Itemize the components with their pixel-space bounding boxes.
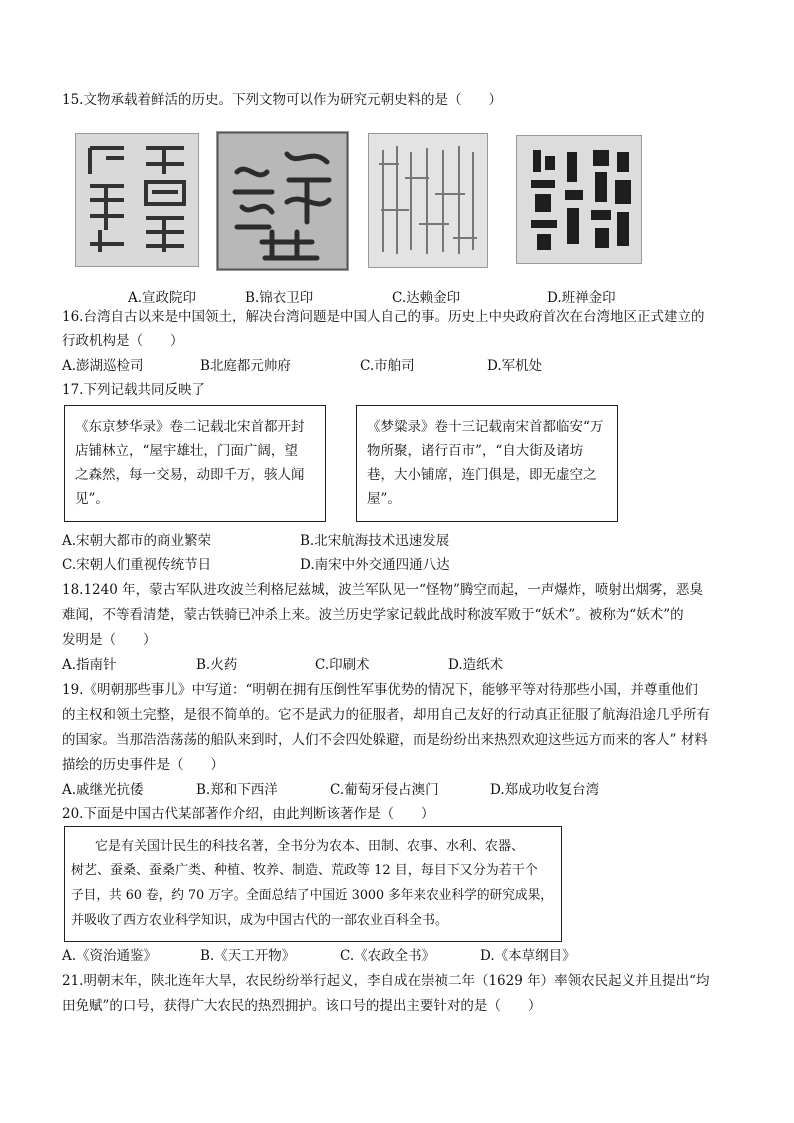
q20-box-line-4: 并吸收了西方农业科学知识，成为中国古代的一部农业百科全书。 [71,913,449,928]
q19-stem-line-3: 的国家。当那浩浩荡荡的船队来到时，人们不会四处躲避，而是纷纷出来热烈欢迎这些远方而来的客人” 材料 [62,732,708,748]
q15-option-d[interactable]: D.班禅金印 [547,290,616,306]
q17-stem: 17.下列记载共同反映了 [62,382,205,398]
q17-option-b[interactable]: B.北宋航海技术迅速发展 [300,533,450,549]
q17-source-box-1 [64,405,326,522]
q15-option-a[interactable]: A.宣政院印 [128,290,197,306]
q18-stem-line-1: 18.1240 年，蒙古军队进攻波兰利格尼兹城，波兰军队见一“怪物”腾空而起，一声爆炸，喷射出烟雾，恶臭 [62,582,703,598]
q20-option-d[interactable]: D.《本草纲目》 [480,948,576,964]
q20-stem: 20.下面是中国古代某部著作介绍，由此判断该著作是（ ） [62,806,435,822]
q17-box2-line-4: 屋”。 [367,491,401,507]
q16-stem-line-1: 16.台湾自古以来是中国领土，解决台湾问题是中国人自己的事。历史上中央政府首次在台湾地区正式建立的 [62,309,705,325]
q15-option-b[interactable]: B.锦衣卫印 [245,290,314,306]
q17-box2-line-3: 巷，大小铺席，连门俱是，即无虚空之 [367,467,597,483]
q16-stem-line-2: 行政机构是（ ） [62,333,184,349]
seal-jinyiwei-icon [216,131,349,271]
q16-option-b[interactable]: B北庭都元帅府 [200,358,291,374]
q19-stem-line-2: 的主权和领土完整，是很不简单的。它不是武力的征服者，却用自己友好的行动真正征服了航海沿途几乎所有 [62,707,710,723]
q15-stem: 15.文物承载着鲜活的历史。下列文物可以作为研究元朝史料的是（ ） [62,92,502,108]
q16-option-d[interactable]: D.军机处 [487,358,543,374]
q17-box1-line-4: 见”。 [75,491,109,507]
q19-stem-line-1: 19.《明朝那些事儿》中写道：“明朝在拥有压倒性军事优势的情况下，能够平等对待那些小国，并尊重他们 [62,682,698,698]
q18-option-d[interactable]: D.造纸术 [448,657,504,673]
q19-option-d[interactable]: D.郑成功收复台湾 [490,782,600,798]
q20-box-line-3: 子目，共 60 卷，约 70 万字。全面总结了中国近 3000 多年来农业科学的研究成果， [71,888,553,903]
q21-stem-line-1: 21.明朝末年，陕北连年大旱，农民纷纷举行起义，李自成在崇祯二年（1629 年）率领农民起义并且提出“均 [62,973,710,989]
q17-box1-line-1: 《东京梦华录》卷二记载北宋首都开封 [75,419,305,435]
q17-box2-line-2: 物所聚，诸行百市”，“自大街及诸坊 [367,443,584,459]
q20-box-line-1: 它是有关国计民生的科技名著，全书分为农本、田制、农事、水利、农器、 [95,839,525,854]
q17-option-d[interactable]: D.南宋中外交通四通八达 [300,557,450,573]
q21-stem-line-2: 田免赋”的口号，获得广大农民的热烈拥护。该口号的提出主要针对的是（ ） [62,998,542,1014]
q15-option-c[interactable]: C.达赖金印 [392,290,461,306]
q20-option-b[interactable]: B.《天工开物》 [200,948,296,964]
q18-option-b[interactable]: B.火药 [196,657,238,673]
q16-option-c[interactable]: C.市舶司 [360,358,415,374]
q18-stem-line-2: 难闻，不等看清楚，蒙古铁骑已冲杀上来。波兰历史学家记载此战时称波军败于“妖术”。被称为“妖术”的 [62,607,684,623]
q17-option-c[interactable]: C.宋朝人们重视传统节日 [62,557,212,573]
q17-source-box-2 [356,405,618,522]
q17-box1-line-2: 店铺林立，“屋宇雄壮，门面广阔，望 [75,443,298,459]
q20-option-c[interactable]: C.《农政全书》 [340,948,436,964]
q19-option-a[interactable]: A.戚继光抗倭 [62,782,144,798]
q20-box-line-2: 树艺、蚕桑、蚕桑广类、种植、牧养、制造、荒政等 12 目，每目下又分为若干个 [71,863,538,878]
q18-stem-line-3: 发明是（ ） [62,632,157,648]
q20-option-a[interactable]: A.《资治通鉴》 [62,948,158,964]
q19-option-b[interactable]: B.郑和下西洋 [196,782,278,798]
q20-source-box [64,826,562,942]
seal-xuanzhengyuan-icon [75,133,199,267]
q18-option-c[interactable]: C.印刷术 [315,657,370,673]
q17-option-a[interactable]: A.宋朝大都市的商业繁荣 [62,533,212,549]
seal-dalai-icon [368,133,488,268]
q19-option-c[interactable]: C.葡萄牙侵占澳门 [330,782,439,798]
q18-option-a[interactable]: A.指南针 [62,657,117,673]
q16-option-a[interactable]: A.澎湖巡检司 [62,358,144,374]
seal-banchan-icon [516,135,642,264]
q17-box1-line-3: 之森然，每一交易，动即千万，骇人闻 [75,467,305,483]
q19-stem-line-4: 描绘的历史事件是（ ） [62,757,224,773]
q17-box2-line-1: 《梦粱录》卷十三记载南宋首都临安“万 [367,419,604,435]
